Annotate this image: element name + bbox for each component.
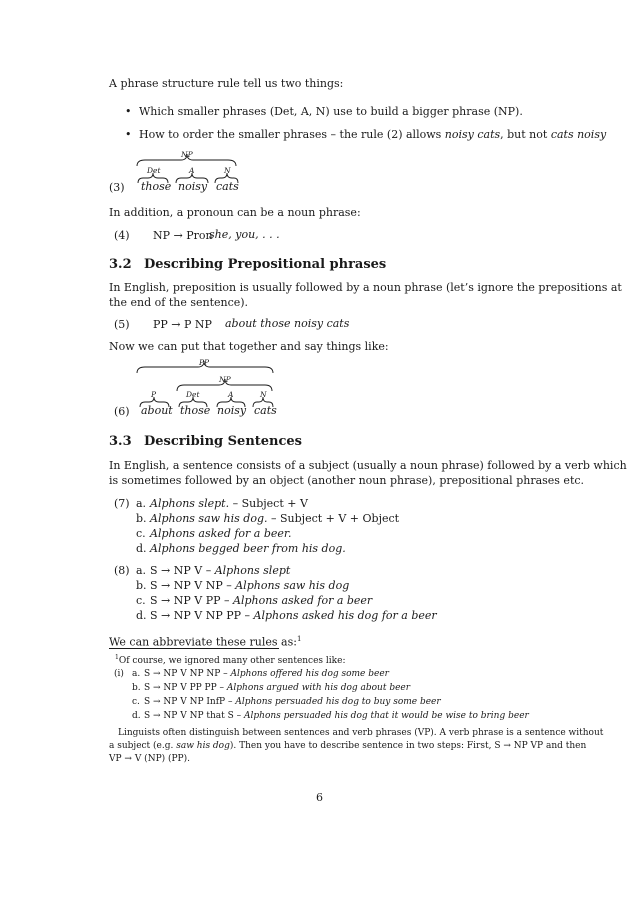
example-number: (i) [114, 669, 124, 679]
paragraph-line: the end of the sentence). [109, 296, 249, 309]
list-item [136, 563, 290, 578]
tree-label: NP [181, 150, 193, 159]
footnote-mark: 1 [115, 654, 119, 661]
bullet-text: , but not [500, 128, 551, 141]
item-letter: d. [136, 609, 147, 622]
item-em: Alphons offered his dog some beer [230, 669, 389, 679]
tree-label: PP [199, 358, 210, 367]
item-em: Alphons slept. [150, 497, 230, 510]
item-em: Alphons asked for a beer [233, 594, 373, 607]
item-em: Alphons saw his dog [235, 579, 350, 592]
item-em: Alphons saw his dog. [150, 512, 268, 525]
item-letter: b. [132, 683, 141, 693]
rule-example: she, you, . . . [209, 228, 280, 241]
item-text: – Subject + V [229, 497, 308, 510]
footnote-paragraph: VP → V (NP) (PP). [109, 754, 190, 764]
tree-label: Det [147, 166, 161, 175]
tree-label: P [151, 390, 157, 399]
page-number: 6 [316, 791, 323, 804]
list-item [136, 593, 372, 608]
paragraph-line: is sometimes followed by an object (another noun phrase), prepositional phrases etc. [109, 474, 585, 487]
tree-label: N [224, 166, 231, 175]
footnote-item [132, 682, 410, 694]
item-letter: b. [136, 512, 147, 525]
footnote-text: ). Then you have to describe sentence in two steps: First, S → NP VP and then [229, 741, 587, 751]
item-letter: a. [132, 669, 141, 679]
now-text: Now we can put that together and say things like: [109, 340, 389, 353]
rule-text: NP → Pron [153, 229, 213, 242]
bullet-em: cats noisy [550, 128, 607, 141]
tree-word: noisy [178, 180, 208, 193]
footnote-item [132, 696, 441, 708]
item-text: S → NP V NP PP – [150, 609, 254, 622]
example-number: (5) [114, 318, 130, 331]
footnote-paragraph: Linguists often distinguish between sentences and verb phrases (VP). A verb phrase is a sentence without [118, 728, 604, 738]
item-em: Alphons persuaded his dog that it would be wise to bring beer [244, 711, 529, 721]
abbrev-label: We can abbreviate these rules as: [109, 635, 297, 649]
item-text: S → NP V PP PP – [144, 683, 227, 693]
footnote-text: a subject (e.g. [109, 741, 177, 751]
tree-label: A [189, 166, 195, 175]
tree-word: those [180, 404, 211, 417]
item-text: S → NP V – [150, 564, 215, 577]
item-letter: b. [136, 579, 147, 592]
section-number: 3.2 [109, 257, 132, 272]
example-number: (3) [109, 181, 125, 194]
tree-word: cats [254, 404, 277, 417]
item-letter: a. [136, 564, 147, 577]
bullet-em: noisy cats [444, 128, 501, 141]
bullet-icon: • [125, 128, 132, 141]
footnote-mark: 1 [296, 635, 302, 643]
item-letter: c. [136, 527, 146, 540]
tree-word: those [141, 180, 172, 193]
footnote-paragraph [109, 740, 586, 752]
item-text: S → NP V NP that S – [144, 711, 245, 721]
footnote-item [132, 668, 389, 680]
abbrev-text [109, 632, 301, 650]
item-em: Alphons slept [214, 564, 291, 577]
tree-label: Det [186, 390, 200, 399]
footnote-text: Of course, we ignored many other sentences like: [118, 656, 346, 666]
item-letter: a. [136, 497, 147, 510]
tree-label: NP [219, 375, 231, 384]
item-letter: d. [132, 711, 141, 721]
intro-text: A phrase structure rule tell us two things: [109, 77, 344, 90]
item-em: Alphons asked his dog for a beer [253, 609, 437, 622]
item-text: S → NP V PP – [150, 594, 234, 607]
example-number: (8) [114, 564, 130, 577]
footnote-item [132, 710, 529, 722]
tree-word: about [141, 404, 173, 417]
item-em: Alphons asked for a beer. [150, 527, 292, 540]
example-number: (7) [114, 497, 130, 510]
item-text: S → NP V NP NP – [144, 669, 231, 679]
list-item [136, 526, 291, 541]
item-letter: c. [136, 594, 146, 607]
example-number: (6) [114, 405, 130, 418]
list-item [136, 511, 399, 526]
pronoun-text: In addition, a pronoun can be a noun phrase: [109, 206, 361, 219]
tree-label: N [260, 390, 267, 399]
item-em: Alphons argued with his dog about beer [226, 683, 411, 693]
item-text: S → NP V NP InfP – [144, 697, 236, 707]
item-em: Alphons persuaded his dog to buy some beer [235, 697, 441, 707]
paragraph-line: In English, a sentence consists of a subject (usually a noun phrase) followed by a verb which [109, 459, 627, 472]
list-item [136, 608, 437, 623]
section-number: 3.3 [109, 434, 132, 449]
footnote-intro [115, 652, 345, 667]
section-title: Describing Prepositional phrases [144, 257, 387, 272]
bullet-text: Which smaller phrases (Det, A, N) use to build a bigger phrase (NP). [139, 105, 523, 118]
list-item [136, 496, 308, 511]
item-em: Alphons begged beer from his dog. [150, 542, 346, 555]
paragraph-line: In English, preposition is usually followed by a noun phrase (let’s ignore the prepositions at [109, 281, 622, 294]
bullet-text: How to order the smaller phrases – the rule (2) allows [139, 128, 445, 141]
item-text: S → NP V NP – [150, 579, 236, 592]
tree-word: noisy [217, 404, 247, 417]
tree-word: cats [216, 180, 239, 193]
list-item [136, 541, 346, 556]
item-letter: c. [132, 697, 140, 707]
bullet-icon: • [125, 105, 132, 118]
rule-example: about those noisy cats [225, 317, 350, 330]
footnote-divider [109, 648, 279, 649]
list-item [136, 578, 349, 593]
tree-label: A [228, 390, 234, 399]
item-text: – Subject + V + Object [267, 512, 400, 525]
footnote-em: saw his dog [176, 741, 230, 751]
example-number: (4) [114, 229, 130, 242]
section-title: Describing Sentences [144, 434, 303, 449]
rule-text: PP → P NP [153, 318, 212, 331]
item-letter: d. [136, 542, 147, 555]
